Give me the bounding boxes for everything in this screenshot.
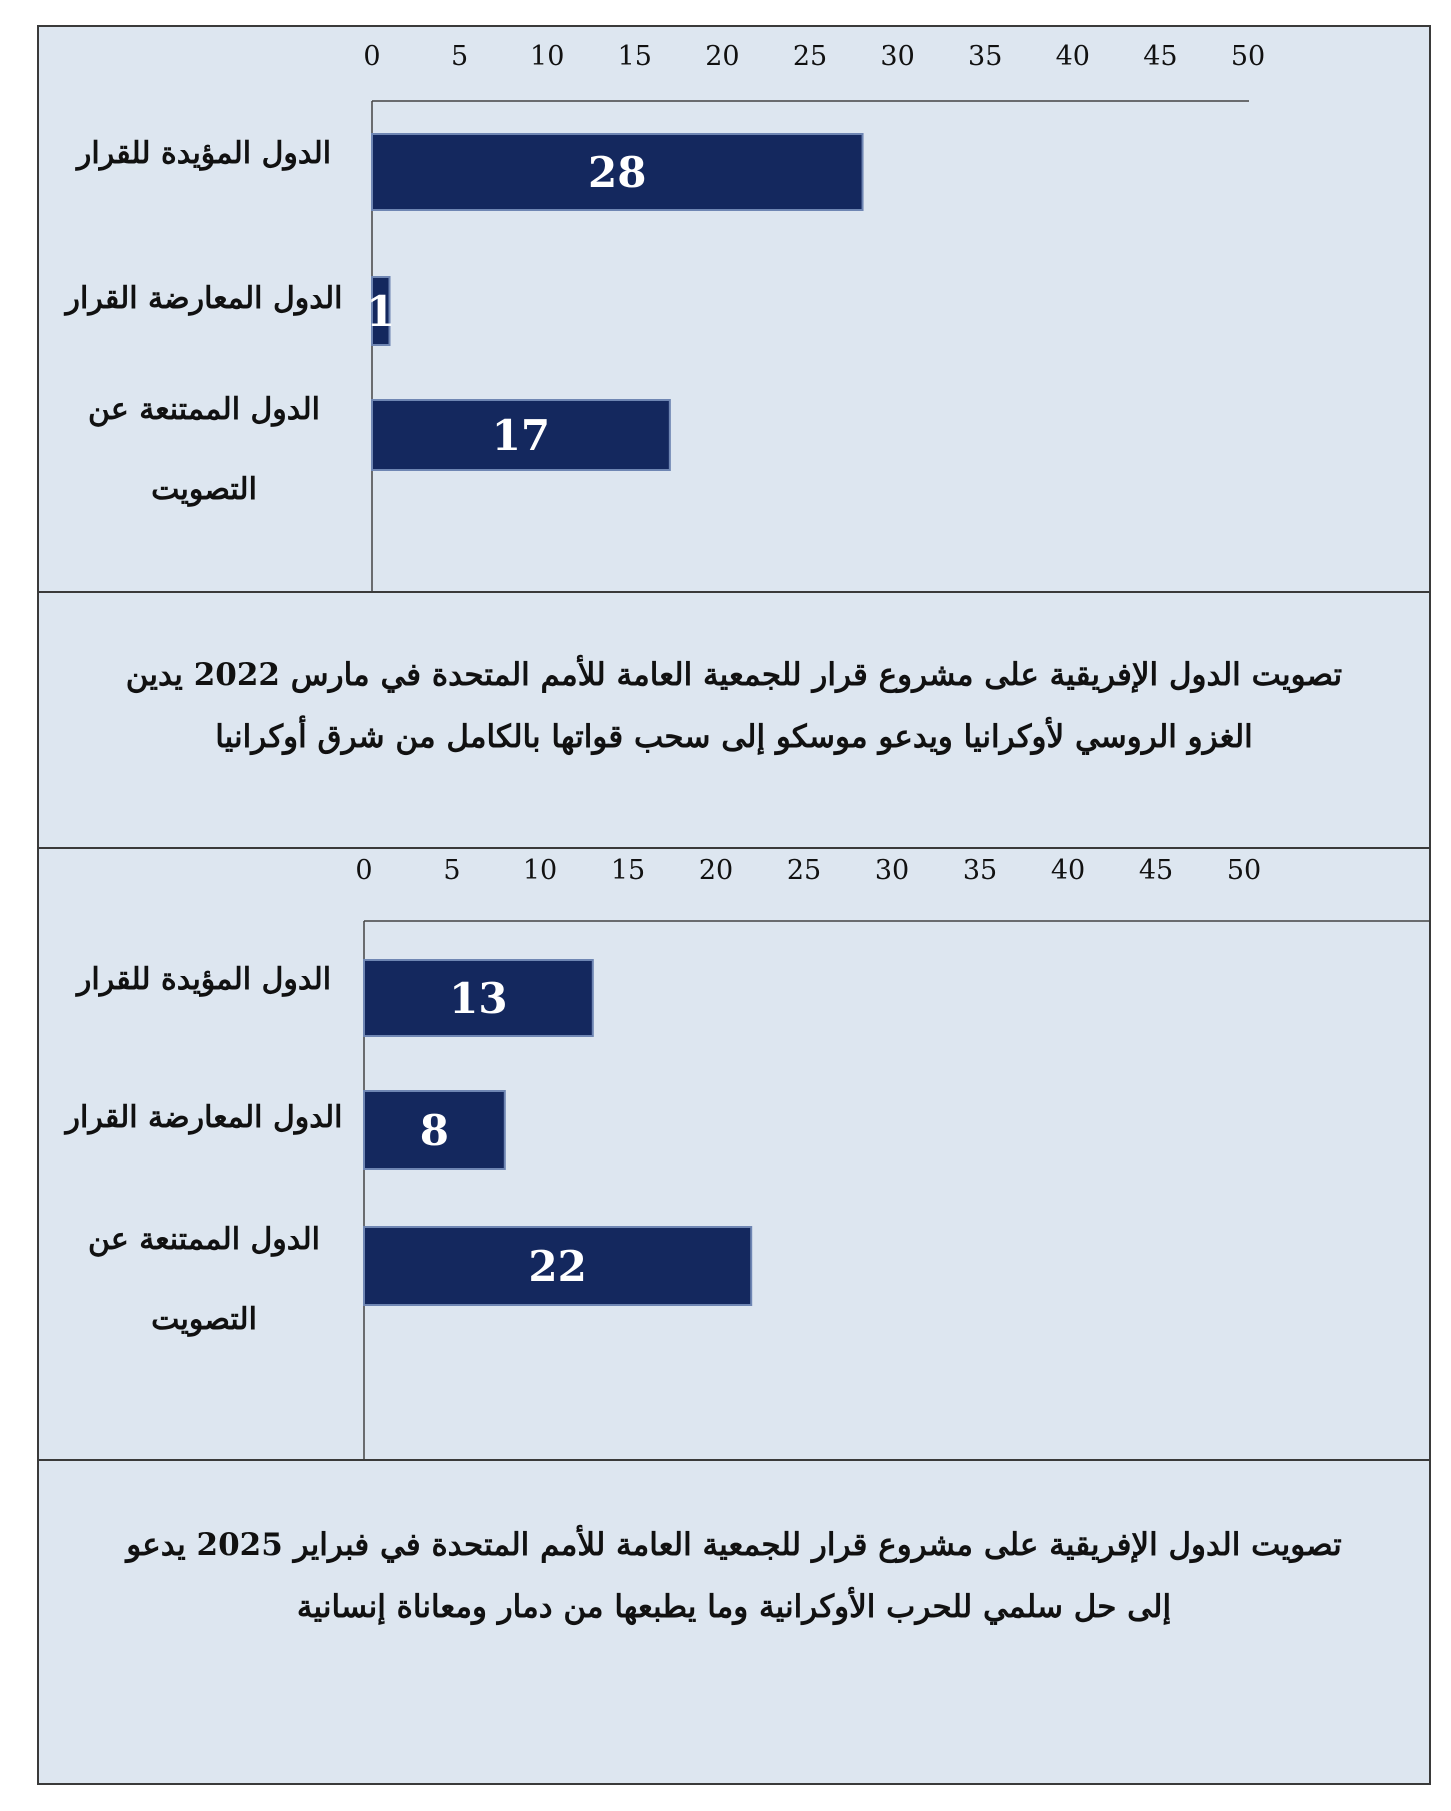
tick-label: 0 bbox=[363, 41, 381, 72]
caption-2025 bbox=[39, 1514, 1429, 1638]
category-label: الدول الممتنعة عن bbox=[88, 1222, 320, 1257]
tick-label: 30 bbox=[874, 855, 910, 886]
tick-label: 25 bbox=[786, 855, 822, 886]
category-label: الدول المعارضة القرار bbox=[65, 1100, 343, 1135]
tick-label: 0 bbox=[355, 855, 373, 886]
tick-label: 50 bbox=[1230, 41, 1266, 72]
tick-label: 45 bbox=[1143, 41, 1178, 72]
bar-value-label: 1 bbox=[366, 287, 396, 336]
caption-line: الغزو الروسي لأوكرانيا ويدعو موسكو إلى سحب قواتها بالكامل من شرق أوكرانيا bbox=[215, 719, 1253, 755]
category-label: الدول المعارضة القرار bbox=[65, 281, 343, 316]
category-label: التصويت bbox=[151, 1302, 257, 1337]
tick-label: 35 bbox=[962, 855, 998, 886]
bar-value-label: 8 bbox=[419, 1106, 450, 1155]
tick-label: 5 bbox=[443, 855, 461, 886]
category-label: الدول الممتنعة عن bbox=[88, 392, 320, 427]
tick-label: 5 bbox=[451, 41, 469, 72]
figure-frame bbox=[37, 25, 1431, 1785]
tick-label: 20 bbox=[698, 855, 734, 886]
caption-2022 bbox=[39, 644, 1429, 768]
chart-panel-2025 bbox=[39, 849, 1429, 1459]
tick-label: 40 bbox=[1055, 41, 1090, 72]
category-label: الدول المؤيدة للقرار bbox=[76, 962, 332, 997]
tick-label: 15 bbox=[617, 41, 652, 72]
tick-label: 20 bbox=[705, 41, 740, 72]
caption-line: تصويت الدول الإفريقية على مشروع قرار للجمعية العامة للأمم المتحدة في مارس 2022 يدين bbox=[125, 657, 1343, 693]
bar-value-label: 28 bbox=[588, 148, 647, 197]
bar-chart-2022 bbox=[39, 27, 1429, 593]
divider bbox=[39, 1459, 1429, 1461]
caption-line: تصويت الدول الإفريقية على مشروع قرار للجمعية العامة للأمم المتحدة في فبراير 2025 يدعو bbox=[126, 1527, 1342, 1563]
bar-value-label: 22 bbox=[528, 1242, 587, 1291]
bar-chart-2025 bbox=[39, 849, 1429, 1459]
divider bbox=[39, 591, 1429, 593]
tick-label: 45 bbox=[1138, 855, 1174, 886]
tick-label: 40 bbox=[1050, 855, 1086, 886]
tick-label: 25 bbox=[792, 41, 828, 72]
tick-label: 15 bbox=[610, 855, 646, 886]
chart-panel-2022 bbox=[39, 27, 1429, 593]
tick-label: 10 bbox=[522, 855, 558, 886]
tick-label: 30 bbox=[880, 41, 915, 72]
tick-label: 35 bbox=[968, 41, 1003, 72]
tick-label: 50 bbox=[1226, 855, 1262, 886]
bar-value-label: 17 bbox=[491, 411, 551, 460]
bar-value-label: 13 bbox=[449, 974, 508, 1023]
category-label: التصويت bbox=[151, 472, 257, 507]
category-label: الدول المؤيدة للقرار bbox=[76, 136, 332, 171]
tick-label: 10 bbox=[530, 41, 565, 72]
caption-line: إلى حل سلمي للحرب الأوكرانية وما يطبعها من دمار ومعاناة إنسانية bbox=[296, 1589, 1172, 1625]
